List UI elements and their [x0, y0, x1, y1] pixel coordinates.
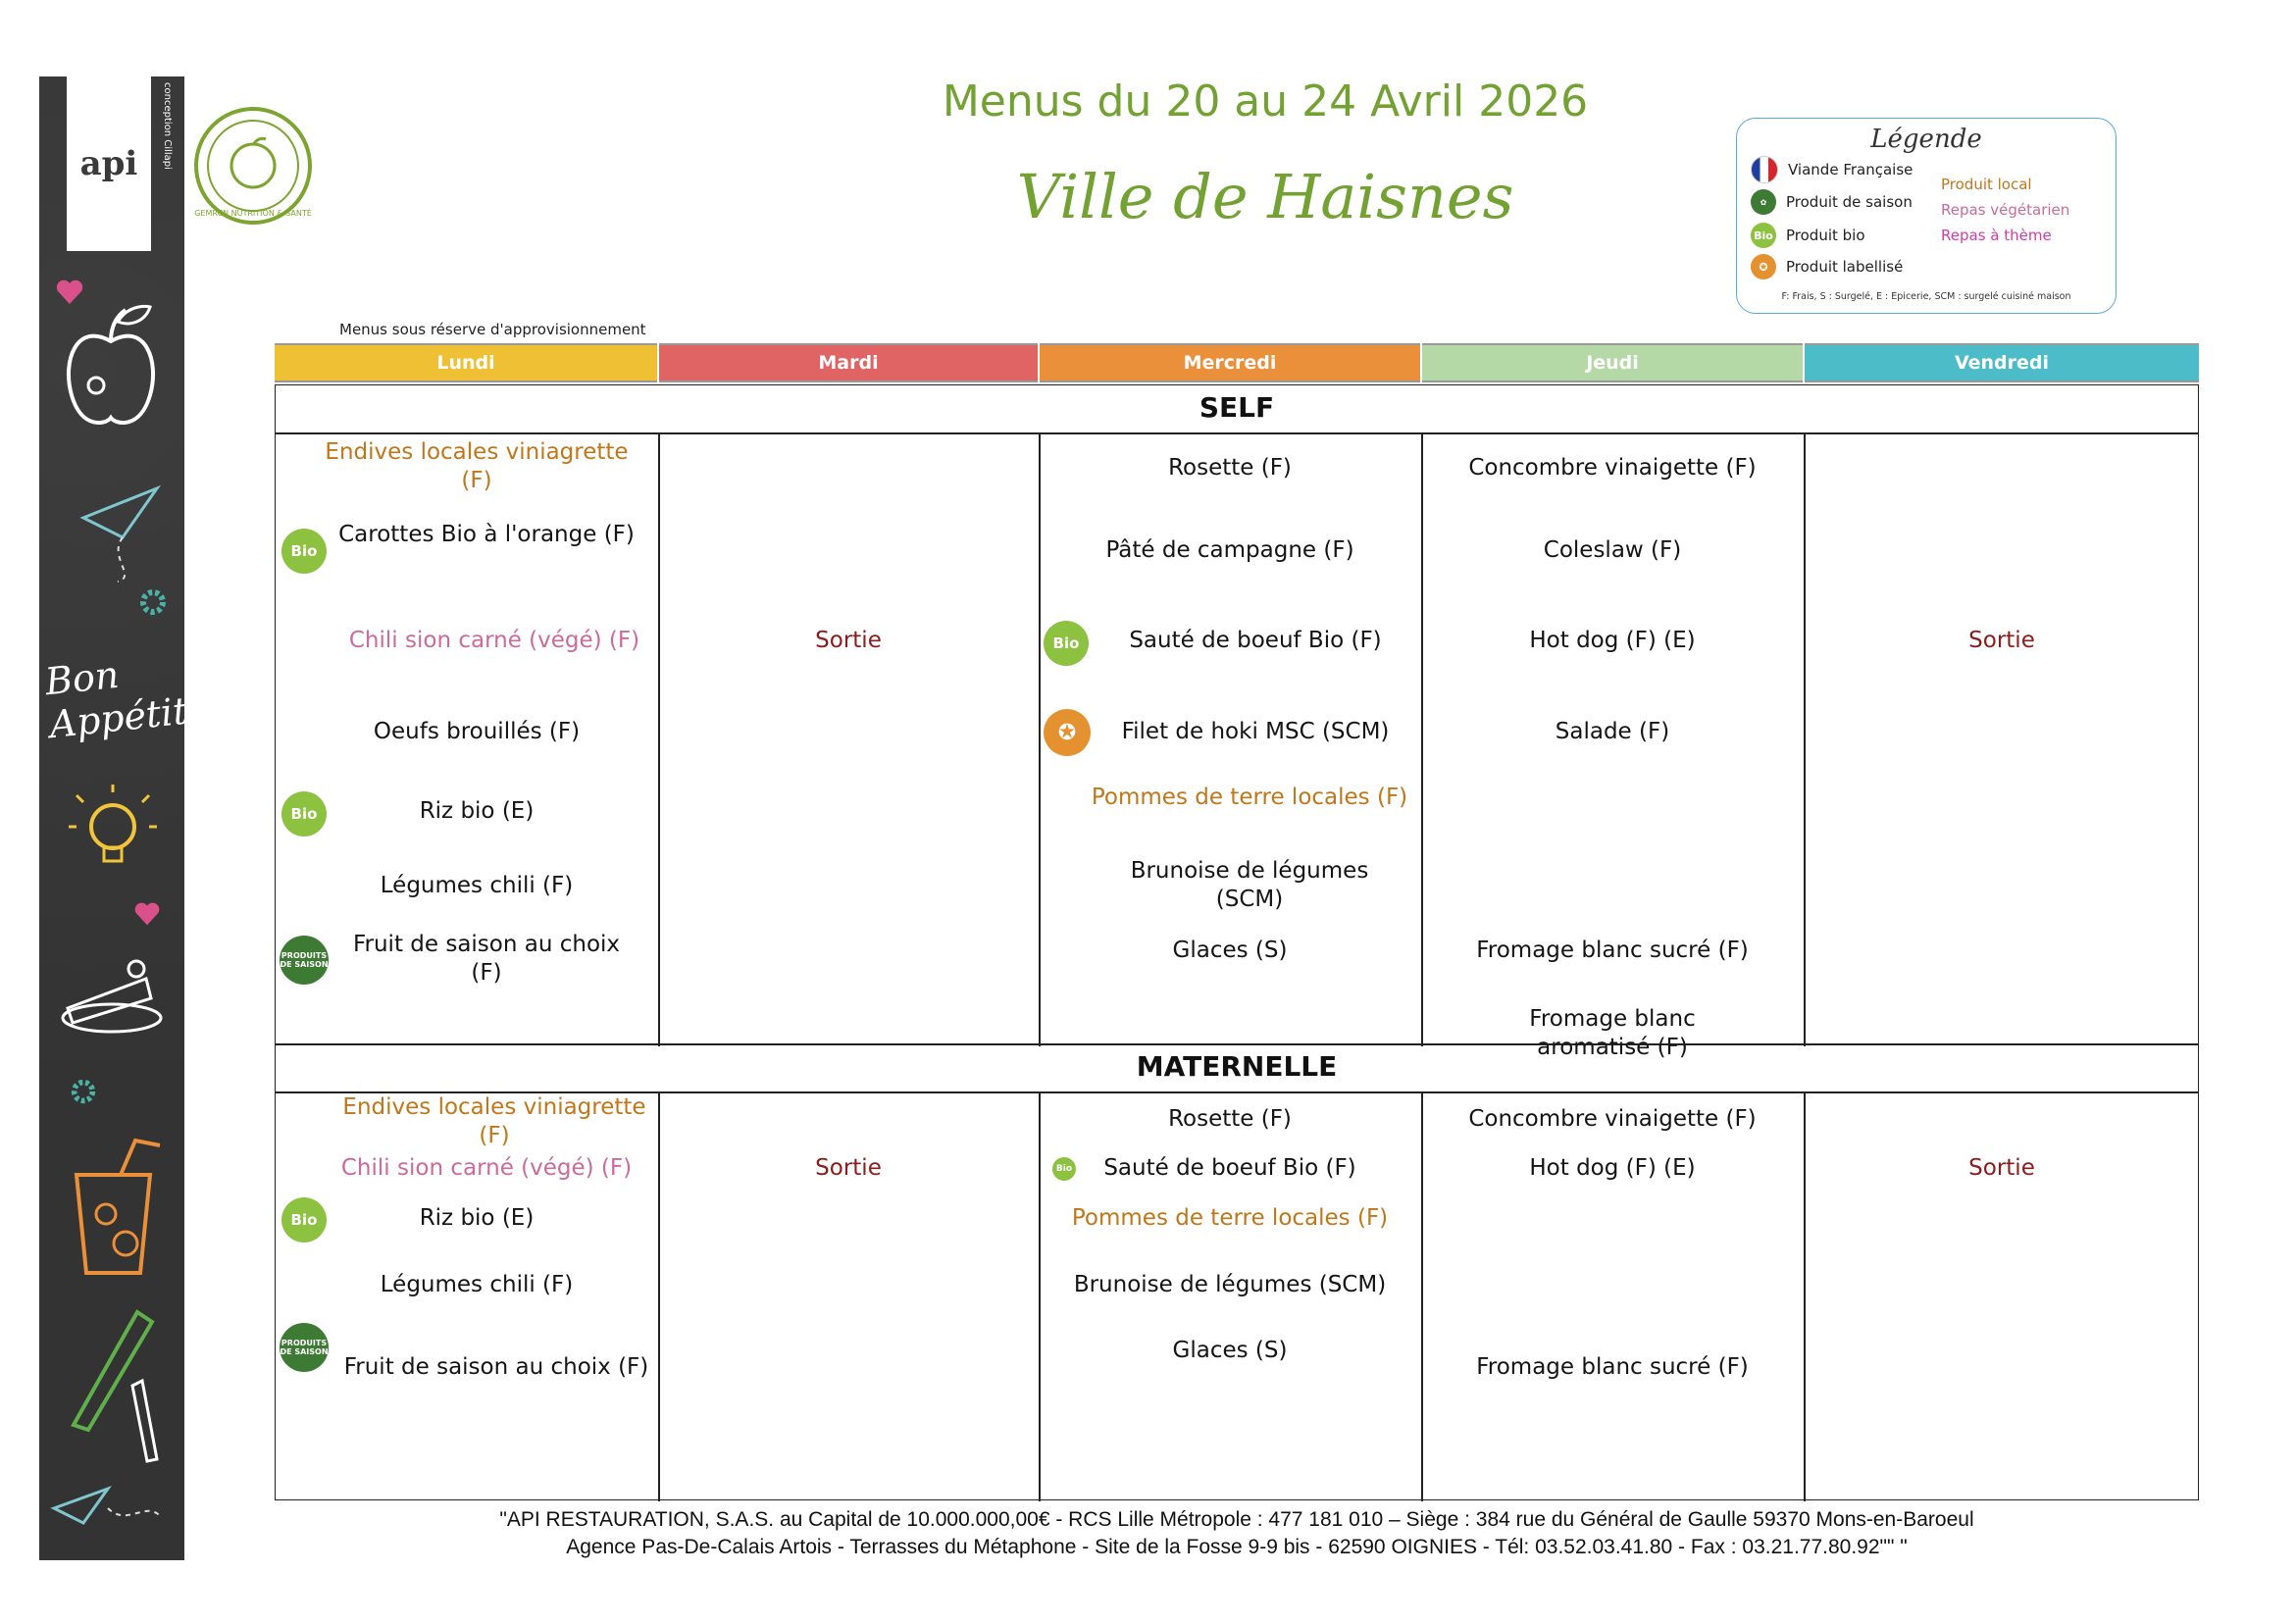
- bon-appetit-text: [43, 646, 190, 746]
- day-header-row: [275, 343, 2199, 384]
- dish-sortie: Sortie: [815, 1155, 882, 1181]
- day-header-lundi: Lundi: [275, 343, 657, 382]
- bio-icon: Bio: [1751, 223, 1776, 248]
- dish: Sauté de boeuf Bio (F): [1103, 1155, 1356, 1181]
- maternelle-title: MATERNELLE: [1136, 1050, 1338, 1083]
- dish-sortie: Sortie: [815, 628, 882, 653]
- dish: Salade (F): [1555, 719, 1670, 744]
- dish: Rosette (F): [1168, 1106, 1292, 1132]
- column-divider: [658, 432, 660, 1046]
- bio-icon: Bio: [281, 529, 327, 574]
- dish: Légumes chili (F): [380, 873, 574, 898]
- column-divider: [1804, 432, 1806, 1046]
- flower-icon: [137, 586, 169, 618]
- legend-item-saison: [1751, 189, 1913, 215]
- dish: Concombre vinaigette (F): [1468, 1106, 1757, 1132]
- self-title: SELF: [1199, 391, 1275, 424]
- legend-repas-theme: Repas à thème: [1941, 227, 2052, 244]
- dish: Riz bio (E): [419, 1205, 535, 1231]
- dish: Fromage blanc sucré (F): [1476, 938, 1749, 963]
- legend-item-viande: [1751, 156, 1913, 183]
- dish: Légumes chili (F): [380, 1272, 574, 1297]
- dish: Filet de hoki MSC (SCM): [1121, 719, 1390, 744]
- gemrcn-seal: [191, 104, 315, 228]
- dish: Carottes Bio à l'orange (F): [338, 522, 635, 547]
- appetit-text: Appétit: [47, 688, 190, 747]
- legend-label: Produit labellisé: [1786, 258, 1904, 276]
- bio-icon: Bio: [1044, 621, 1089, 666]
- column-divider: [658, 1091, 660, 1501]
- dish: Brunoise de légumes (SCM): [1073, 1272, 1387, 1297]
- dish: Coleslaw (F): [1543, 537, 1682, 563]
- dish: Rosette (F): [1168, 455, 1292, 481]
- day-header-mercredi: Mercredi: [1040, 343, 1420, 382]
- apple-icon: [57, 292, 165, 439]
- legend-item-label: [1751, 254, 1903, 279]
- reserve-note: Menus sous réserve d'approvisionnement: [339, 321, 646, 338]
- dish: Glaces (S): [1172, 1338, 1288, 1363]
- legend-title: Légende: [1870, 125, 1982, 154]
- legend-item-bio: [1751, 223, 1865, 248]
- cake-icon: [53, 939, 171, 1038]
- dish: Chili sion carné (végé) (F): [348, 628, 640, 653]
- dish: Sauté de boeuf Bio (F): [1129, 628, 1382, 653]
- dish: Hot dog (F) (E): [1529, 1155, 1696, 1181]
- seasonal-product-icon: ✿: [1751, 189, 1776, 215]
- heart-icon: [133, 900, 161, 928]
- legend-produit-local: Produit local: [1941, 176, 2032, 193]
- label-rosette-icon: ✪: [1751, 254, 1776, 279]
- dish: Fruit de saison au choix (F): [352, 932, 621, 986]
- legend-repas-vegetarien: Repas végétarien: [1941, 201, 2070, 219]
- day-header-mardi: Mardi: [659, 343, 1038, 382]
- bio-icon: Bio: [281, 1197, 327, 1243]
- dish: Hot dog (F) (E): [1529, 628, 1696, 653]
- dish: Pâté de campagne (F): [1105, 537, 1354, 563]
- legend-footnote: F: Frais, S : Surgelé, E : Epicerie, SCM : surgelé cuisiné maison: [1781, 291, 2071, 302]
- dish: Pommes de terre locales (F): [1091, 785, 1408, 810]
- dish: Fromage blanc aromatisé (F): [1529, 1006, 1696, 1060]
- legend-label: Produit bio: [1786, 227, 1865, 244]
- legend-label: Viande Française: [1788, 161, 1913, 178]
- column-divider: [1421, 1091, 1423, 1501]
- api-side-text: conception Cillapi: [162, 82, 173, 170]
- dish: Riz bio (E): [419, 798, 535, 824]
- legend-box: [1736, 118, 2117, 314]
- dish: Fruit de saison au choix (F): [343, 1354, 649, 1380]
- dish: Endives locales viniagrette (F): [342, 1094, 646, 1148]
- dish: Glaces (S): [1172, 938, 1288, 963]
- dish: Concombre vinaigette (F): [1468, 455, 1757, 481]
- bio-icon: Bio: [1052, 1157, 1076, 1181]
- seal-text: GEMRCN NUTRITION & SANTÉ: [194, 209, 312, 218]
- paper-plane-icon: [78, 479, 167, 586]
- dish-sortie: Sortie: [1968, 628, 2035, 653]
- dish: Oeufs brouillés (F): [373, 719, 581, 744]
- dish: Endives locales viniagrette (F): [325, 439, 629, 493]
- seasonal-product-icon: PRODUITS DE SAISON: [280, 936, 329, 985]
- company-footer: [275, 1506, 2199, 1561]
- footer-line-2: Agence Pas-De-Calais Artois - Terrasses du Métaphone - Site de la Fosse 9-9 bis - 62590 OIGNIES - Tél: 03.52.03.41.80 - Fax : 03.21.77.80.92"" ": [566, 1536, 1908, 1558]
- bon-text: Bon: [42, 652, 122, 704]
- french-flag-icon: [1751, 156, 1778, 183]
- column-divider: [1804, 1091, 1806, 1501]
- dish: Pommes de terre locales (F): [1071, 1205, 1389, 1231]
- menu-title: Menus du 20 au 24 Avril 2026: [942, 76, 1589, 127]
- divider: [276, 432, 2198, 434]
- dish-sortie: Sortie: [1968, 1155, 2035, 1181]
- pencil-icon: [59, 1302, 177, 1469]
- dish: Chili sion carné (végé) (F): [340, 1155, 633, 1181]
- paper-plane-icon: [49, 1469, 167, 1547]
- label-rosette-icon: ✪: [1044, 709, 1091, 756]
- day-header-jeudi: Jeudi: [1422, 343, 1803, 382]
- maternelle-section: [275, 1043, 2199, 1500]
- lightbulb-icon: [69, 783, 157, 881]
- api-logo-text: api: [79, 144, 138, 183]
- drink-cup-icon: [67, 1136, 165, 1283]
- dish: Fromage blanc sucré (F): [1476, 1354, 1749, 1380]
- flower-icon: [69, 1077, 98, 1106]
- seasonal-product-icon: PRODUITS DE SAISON: [280, 1323, 329, 1372]
- api-logo: [67, 76, 151, 251]
- city-name: Ville de Haisnes: [1016, 161, 1514, 232]
- footer-line-1: "API RESTAURATION, S.A.S. au Capital de 10.000.000,00€ - RCS Lille Métropole : 477 181 010 – Siège : 384 rue du Général de Gaulle 59370 Mons-en-Baroeul: [499, 1508, 1974, 1531]
- self-section: [275, 384, 2199, 1060]
- bio-icon: Bio: [281, 791, 327, 837]
- dish: Brunoise de légumes (SCM): [1130, 858, 1369, 912]
- legend-label: Produit de saison: [1786, 193, 1913, 211]
- day-header-vendredi: Vendredi: [1805, 343, 2199, 382]
- decorative-side-strip: [39, 76, 190, 1560]
